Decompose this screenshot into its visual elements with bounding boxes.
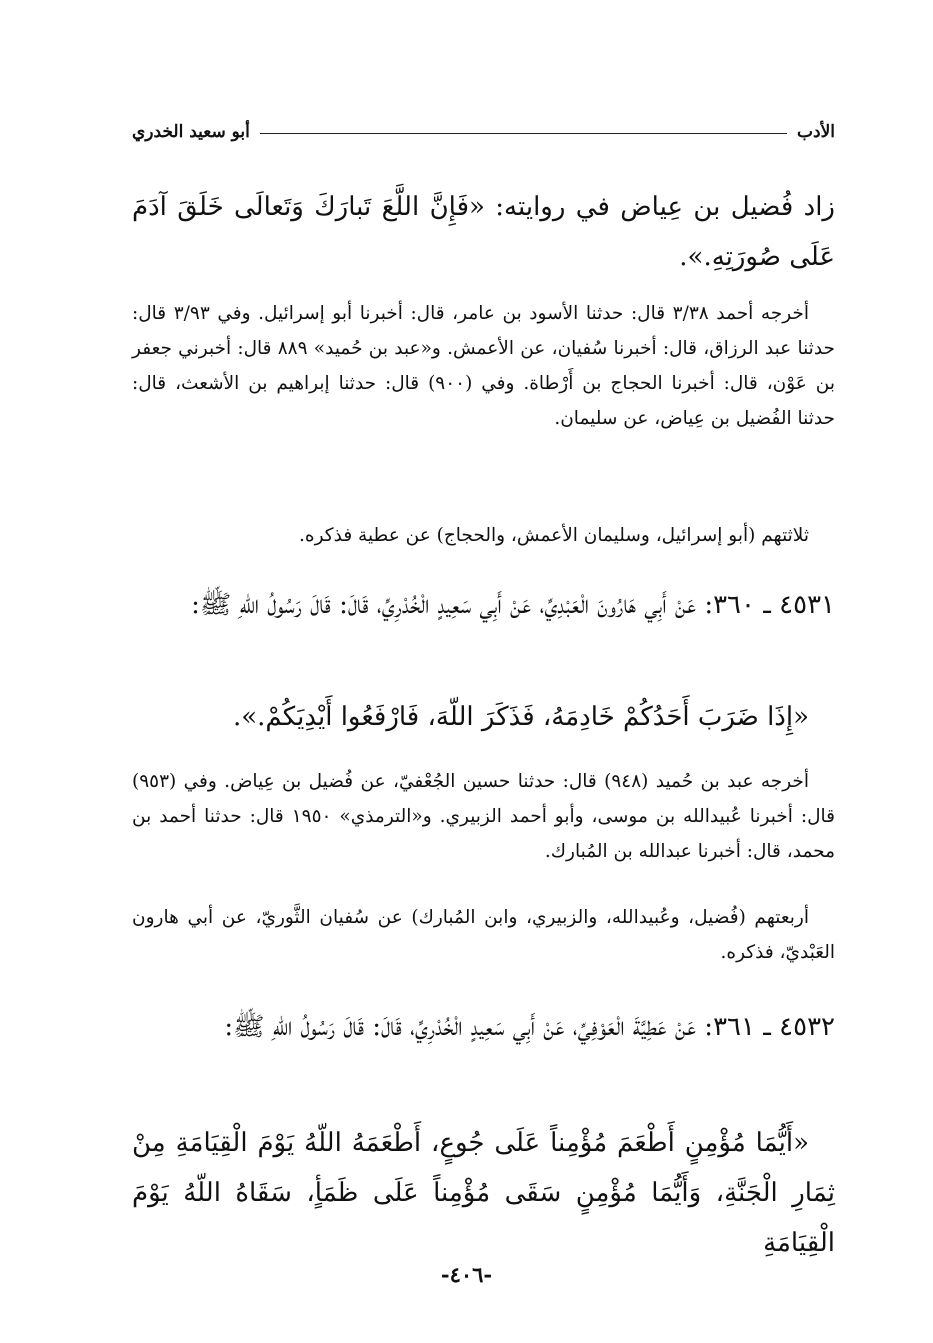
- takhrij-summary: ثلاثتهم (أبو إسرائيل، وسليمان الأعمش، والحجاج) عن عطية فذكره.: [299, 525, 809, 546]
- hadith-addition: زاد فُضيل بن عِياض في روايته: «فَإِنَّ اللَّعَ تَبارَكَ وَتَعالَى خَلَقَ آدَمَ عَلَى صُورَتِهِ.».: [132, 192, 835, 272]
- hadith-4531-matn: «إِذَا ضَرَبَ أَحَدُكُمْ خَادِمَهُ، فَذَكَرَ اللّهَ، فَارْفَعُوا أَيْدِيَكُمْ.».: [233, 702, 809, 732]
- header-author: أبو سعيد الخدري: [132, 122, 250, 142]
- hadith-4532-matn: «أَيُّمَا مُؤْمِنٍ أَطْعَمَ مُؤْمِناً عَلَى جُوعٍ، أَطْعَمَهُ اللّهُ يَوْمَ الْقِيَامَةِ مِنْ ثِمَارِ الْجَنَّةِ، وَأَيُّمَا مُؤْمِنٍ سَقَى مُؤْمِناً عَلَى ظَمَأٍ، سَقَاهُ اللّهُ يَوْمَ الْقِيَامَةِ: [132, 1128, 835, 1258]
- page-number: -٤٠٦-: [440, 1262, 493, 1287]
- running-header: [132, 112, 835, 142]
- hadith-4531-isnad: ٤٥٣١ ـ ٣٦٠: عَنْ أَبِي هَارُونَ الْعَبْدِيِّ، عَنْ أَبِي سَعِيدٍ الْخُدْرِيِّ، قَالَ: قَالَ رَسُولُ اللّهِ ﷺ:: [191, 590, 835, 620]
- takhrij-note: أخرجه عبد بن حُميد (٩٤٨) قال: حدثنا حسين الجُعْفيّ، عن فُضيل بن عِياض. وفي (٩٥٣) قال: أخبرنا عُبيدالله بن موسى، وأبو أحمد الزبيري. و«الترمذي» ١٩٥٠ قال: حدثنا أحمد بن محمد، قال: أخبرنا عبدالله بن المُبارك.: [132, 771, 836, 862]
- takhrij-note: أخرجه أحمد ٣/٣٨ قال: حدثنا الأسود بن عامر، قال: أخبرنا أبو إسرائيل. وفي ٣/٩٣ قال: حدثنا عبد الرزاق، قال: أخبرنا سُفيان، عن الأعمش. و«عبد بن حُميد» ٨٨٩ قال: أخبرني جعفر بن عَوْن، قال: أخبرنا الحجاج بن أَرْطاة. وفي (٩٠٠) قال: حدثنا إبراهيم بن الأشعث، قال: حدثنا الفُضيل بن عِياض، عن سليمان.: [132, 303, 835, 429]
- hadith-4532-isnad: ٤٥٣٢ ـ ٣٦١: عَنْ عَطِيَّةَ الْعَوْفِيِّ، عَنْ أَبِي سَعِيدٍ الْخُدْرِيِّ، قَالَ: قَالَ رَسُولُ اللّهِ ﷺ:: [224, 1012, 835, 1042]
- takhrij-summary: أربعتهم (فُضيل، وعُبيدالله، والزبيري، وابن المُبارك) عن سُفيان الثَّوريّ، عن أبي هارون العَبْديّ، فذكره.: [132, 907, 835, 963]
- header-rule: [260, 133, 787, 134]
- chapter-title: الأدب: [797, 122, 835, 142]
